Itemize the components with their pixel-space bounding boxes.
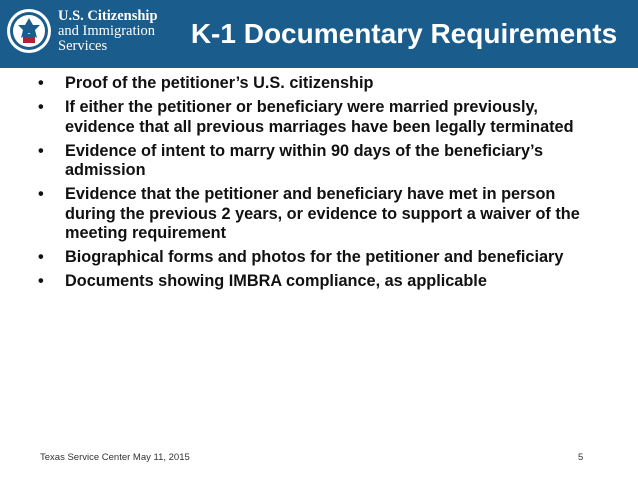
list-item	[38, 142, 608, 181]
list-item	[38, 74, 608, 94]
agency-logo	[6, 8, 158, 54]
list-item	[38, 272, 608, 292]
agency-name-line2: and Immigration	[58, 22, 156, 39]
list-item-text: Evidence of intent to marry within 90 days of the beneficiary’s admission	[65, 141, 544, 179]
slide-header	[0, 0, 638, 68]
bullet-icon: •	[38, 185, 44, 203]
agency-name	[58, 9, 158, 54]
list-item	[38, 185, 608, 244]
agency-name-line3: Services	[58, 37, 108, 54]
bullet-icon: •	[38, 141, 44, 160]
slide-title: K-1 Documentary Requirements	[190, 18, 618, 49]
bullet-icon: •	[38, 272, 44, 290]
bullet-icon: •	[38, 74, 44, 92]
agency-name-line1: U.S. Citizenship	[58, 7, 158, 24]
bullet-icon: •	[38, 98, 44, 116]
list-item-text: If either the petitioner or beneficiary were married previously, evidence that all previous marriages have been legally terminated	[65, 98, 574, 136]
page-number: 5	[578, 452, 584, 463]
list-item-text: Biographical forms and photos for the petitioner and beneficiary	[65, 248, 564, 266]
dhs-seal-icon	[6, 8, 52, 54]
list-item	[38, 248, 608, 268]
bullet-icon: •	[38, 248, 44, 266]
list-item-text: Documents showing IMBRA compliance, as applicable	[65, 272, 487, 290]
list-item-text: Evidence that the petitioner and beneficiary have met in person during the previous 2 years, or evidence to support a waiver of the meeting requirement	[65, 185, 580, 242]
footer-event-date: Texas Service Center May 11, 2015	[40, 452, 190, 463]
list-item-text: Proof of the petitioner’s U.S. citizenship	[65, 74, 374, 92]
list-item	[38, 98, 608, 137]
requirements-list	[38, 74, 608, 296]
